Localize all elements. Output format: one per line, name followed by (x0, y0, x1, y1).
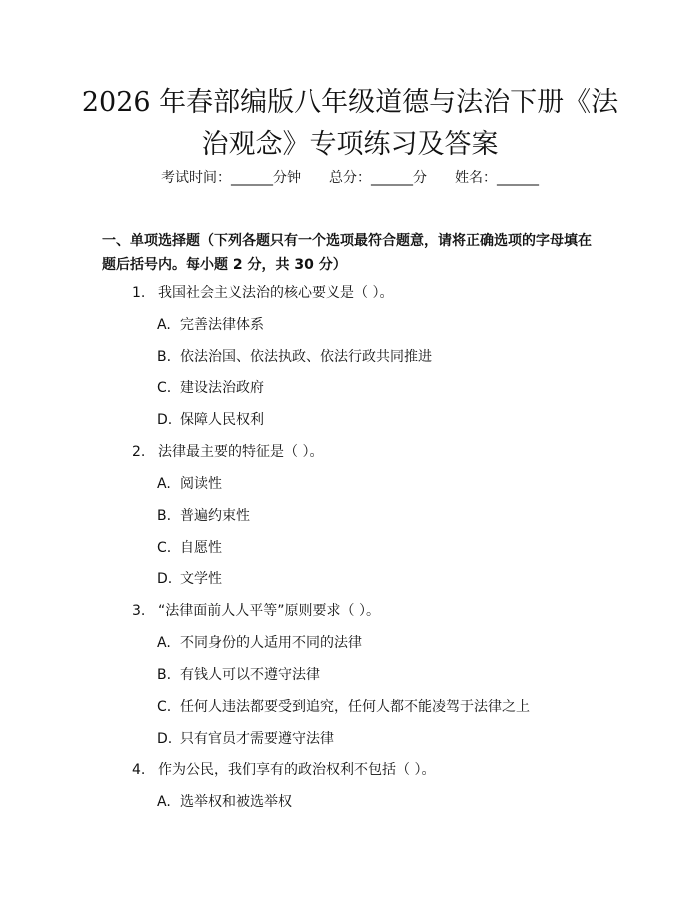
option-letter: C. (157, 380, 172, 396)
section-heading-line-2: 题后括号内。每小题 2 分，共 30 分） (102, 257, 347, 273)
option-text: 自愿性 (180, 540, 222, 556)
option-letter: D. (157, 412, 173, 428)
option-letter: A. (157, 317, 171, 333)
option-letter: B. (157, 667, 172, 683)
option-text: 完善法律体系 (180, 317, 264, 333)
question-number: 1. (132, 285, 146, 301)
question-text: “法律面前人人平等”原则要求（ ）。 (158, 603, 380, 619)
option-letter: A. (157, 635, 171, 651)
title-line-2: 治观念》专项练习及答案 (201, 129, 499, 160)
option-text: 普遍约束性 (180, 508, 250, 524)
section-heading-line-1: 一、单项选择题（下列各题只有一个选项最符合题意，请将正确选项的字母填在 (102, 233, 592, 249)
exam-time: 考试时间：______分钟 (161, 170, 301, 186)
question-number: 4. (132, 762, 146, 778)
question-text: 作为公民，我们享有的政治权利不包括（ ）。 (158, 762, 436, 778)
option-letter: B. (157, 349, 172, 365)
total-score: 总分：______分 (329, 170, 427, 186)
title-line-1: 2026 年春部编版八年级道德与法治下册《法 (81, 87, 619, 118)
section-heading (102, 229, 602, 277)
option-letter: D. (157, 731, 173, 747)
student-name: 姓名：______ (455, 170, 539, 186)
question-number: 2. (132, 444, 146, 460)
option-text: 只有官员才需要遵守法律 (180, 731, 334, 747)
option-text: 建设法治政府 (180, 380, 264, 396)
question-text: 我国社会主义法治的核心要义是（ ）。 (158, 285, 394, 301)
option-letter: B. (157, 508, 172, 524)
option-text: 有钱人可以不遵守法律 (180, 667, 320, 683)
option-text: 选举权和被选举权 (180, 794, 292, 810)
option-letter: D. (157, 571, 173, 587)
question-text: 法律最主要的特征是（ ）。 (158, 444, 324, 460)
option-letter: C. (157, 540, 172, 556)
option-text: 文学性 (180, 571, 222, 587)
option-text: 任何人违法都要受到追究，任何人都不能凌驾于法律之上 (180, 699, 530, 715)
exam-meta (0, 168, 700, 188)
option-text: 阅读性 (180, 476, 222, 492)
option-letter: C. (157, 699, 172, 715)
document-title (60, 82, 640, 166)
option-text: 依法治国、依法执政、依法行政共同推进 (180, 349, 432, 365)
option-letter: A. (157, 476, 171, 492)
question-number: 3. (132, 603, 146, 619)
option-letter: A. (157, 794, 171, 810)
option-text: 保障人民权利 (180, 412, 264, 428)
option-text: 不同身份的人适用不同的法律 (180, 635, 362, 651)
